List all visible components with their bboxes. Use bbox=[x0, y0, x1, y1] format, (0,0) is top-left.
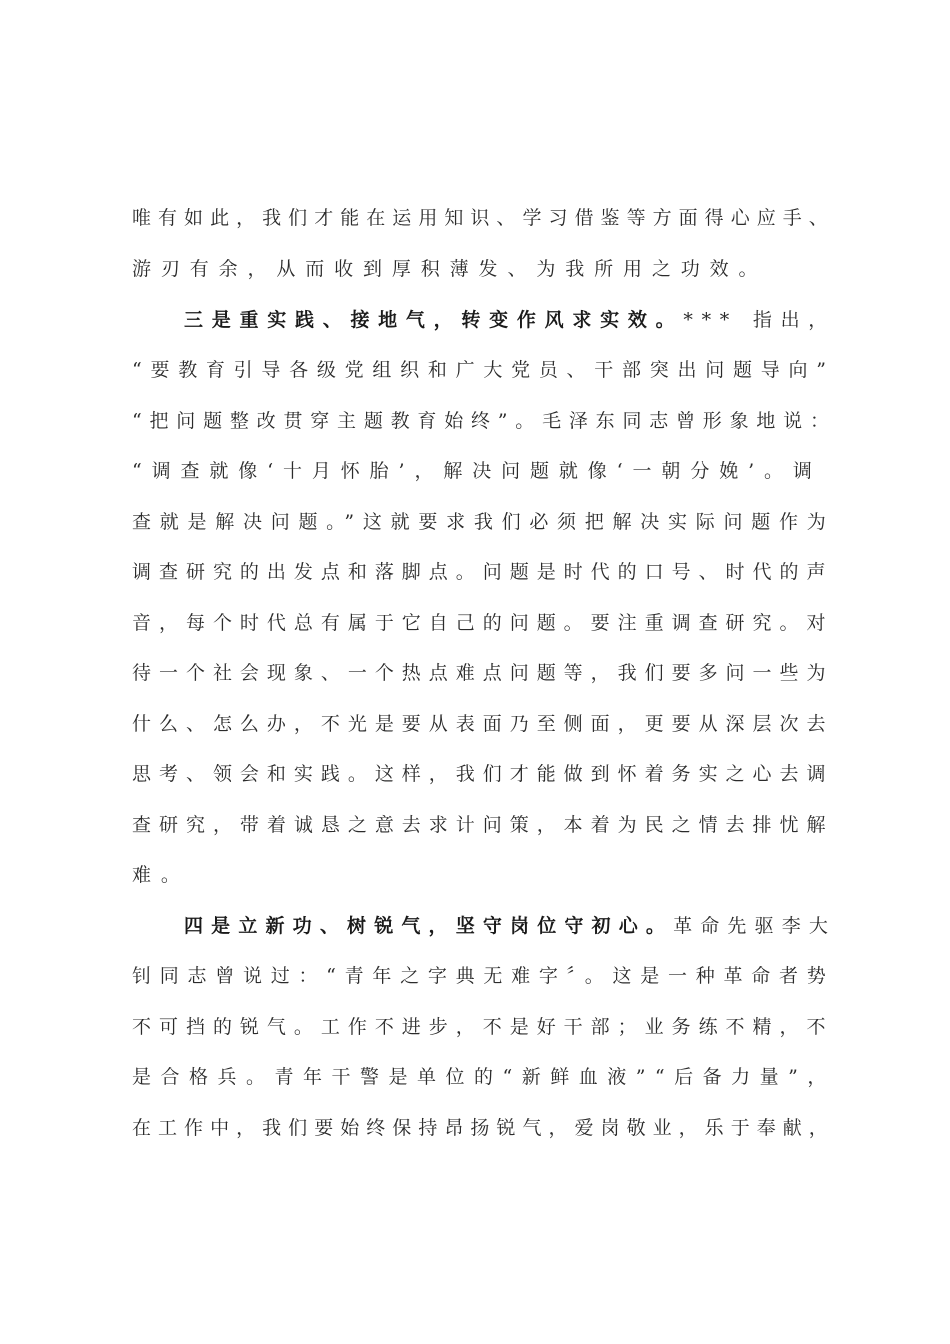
body-text-line: 调查研究的出发点和落脚点。问题是时代的口号、时代的声 bbox=[132, 561, 834, 583]
section-4-lead-text: 革命先驱李大 bbox=[673, 915, 837, 937]
body-text-line: 查就是解决问题。”这就要求我们必须把解决实际问题作为 bbox=[132, 511, 835, 533]
section-4-first-line bbox=[184, 913, 836, 939]
body-text-line: 音，每个时代总有属于它自己的问题。要注重调查研究。对 bbox=[132, 612, 834, 634]
section-3-heading: 三是重实践、接地气，转变作风求实效。 bbox=[184, 309, 684, 331]
body-text-line: “把问题整改贯穿主题教育始终”。毛泽东同志曾形象地说： bbox=[132, 410, 837, 432]
body-text-line: “要教育引导各级党组织和广大党员、干部突出问题导向” bbox=[132, 359, 835, 381]
body-text-line: 不可挡的锐气。工作不进步，不是好干部；业务练不精，不 bbox=[132, 1016, 834, 1038]
body-text-line: 难。 bbox=[132, 864, 190, 886]
body-text-line: 是合格兵。青年干警是单位的“新鲜血液”“后备力量”， bbox=[132, 1066, 836, 1088]
section-3-lead-text: *** 指出， bbox=[683, 309, 837, 331]
body-text-line: 唯有如此，我们才能在运用知识、学习借鉴等方面得心应手、 bbox=[132, 207, 835, 229]
body-text-line: 待一个社会现象、一个热点难点问题等，我们要多问一些为 bbox=[132, 662, 834, 684]
section-3-first-line bbox=[184, 307, 836, 333]
body-text-line: 游刃有余，从而收到厚积薄发、为我所用之功效。 bbox=[132, 258, 768, 280]
body-text-line: 思考、领会和实践。这样，我们才能做到怀着务实之心去调 bbox=[132, 763, 834, 785]
body-text-line: 在工作中，我们要始终保持昂扬锐气，爱岗敬业，乐于奉献， bbox=[132, 1117, 835, 1139]
body-text-line: 查研究，带着诚恳之意去求计问策，本着为民之情去排忧解 bbox=[132, 814, 834, 836]
body-text-line: 什么、怎么办，不光是要从表面乃至侧面，更要从深层次去 bbox=[132, 713, 834, 735]
body-text-line: 钊同志曾说过：“青年之字典无难字〞。这是一种革命者势 bbox=[132, 965, 835, 987]
body-text-line: “调查就像‘十月怀胎’，解决问题就像‘一朝分娩’。调 bbox=[132, 460, 822, 482]
section-4-heading: 四是立新功、树锐气，坚守岗位守初心。 bbox=[184, 915, 674, 937]
